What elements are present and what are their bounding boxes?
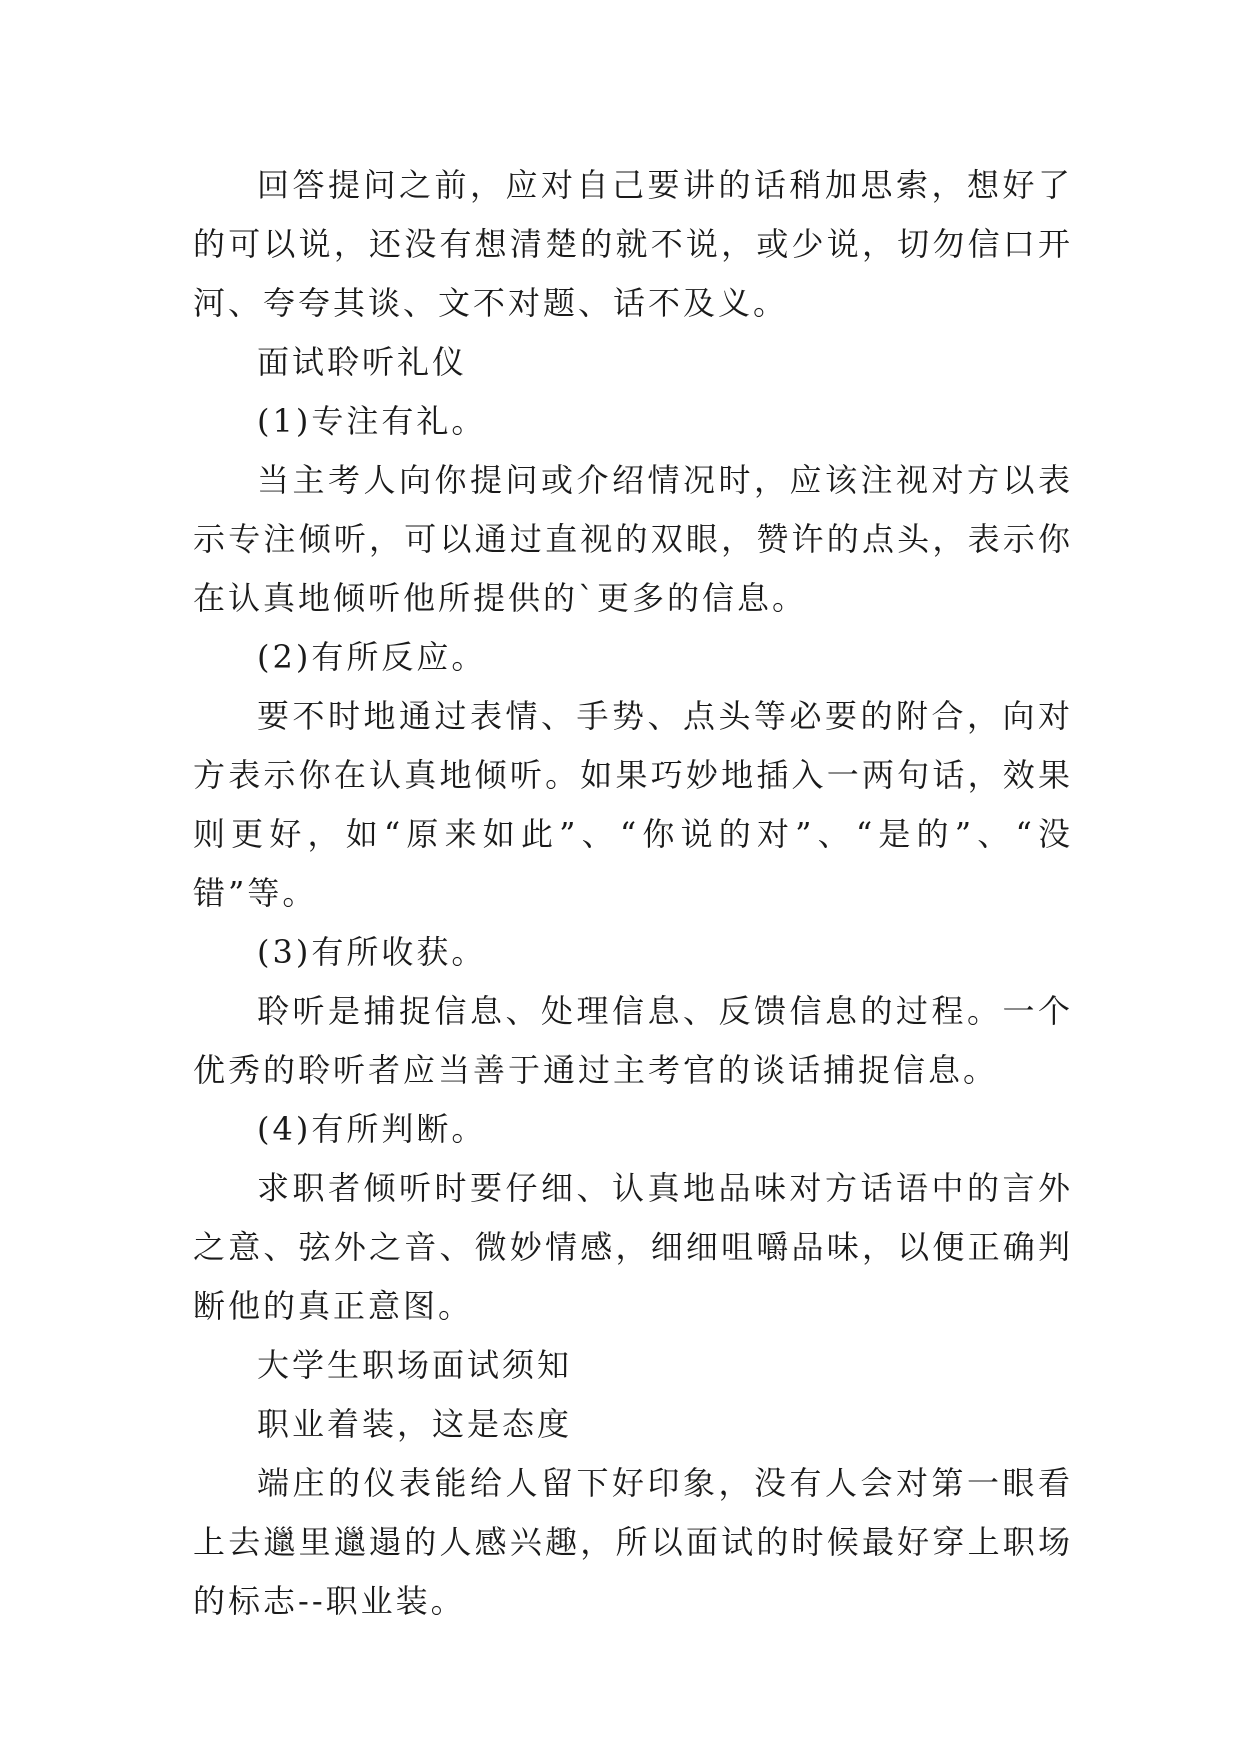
document-body [193, 156, 1073, 1631]
item-focused-polite: (1)专注有礼。 [257, 402, 487, 440]
item-respond: (2)有所反应。 [257, 638, 487, 676]
item-gain: (3)有所收获。 [257, 933, 487, 971]
paragraph-professional-attire: 端庄的仪表能给人留下好印象，没有人会对第一眼看上去邋里邋遢的人感兴趣，所以面试的时候最好穿上职场的标志--职业装。 [193, 1464, 1073, 1620]
heading-listening-etiquette: 面试聆听礼仪 [257, 343, 468, 381]
paragraph-judge: 求职者倾听时要仔细、认真地品味对方话语中的言外之意、弦外之音、微妙情感，细细咀嚼品味，以便正确判断他的真正意图。 [193, 1169, 1073, 1325]
paragraph-gain: 聆听是捕捉信息、处理信息、反馈信息的过程。一个优秀的聆听者应当善于通过主考官的谈话捕捉信息。 [193, 992, 1073, 1089]
paragraph-respond: 要不时地通过表情、手势、点头等必要的附合，向对方表示你在认真地倾听。如果巧妙地插入一两句话，效果则更好，如“原来如此”、“你说的对”、“是的”、“没错”等。 [193, 697, 1073, 912]
item-judge: (4)有所判断。 [257, 1110, 487, 1148]
paragraph-focused-listening: 当主考人向你提问或介绍情况时，应该注视对方以表示专注倾听，可以通过直视的双眼，赞许的点头，表示你在认真地倾听他所提供的`更多的信息。 [193, 461, 1073, 617]
heading-interview-tips: 大学生职场面试须知 [257, 1346, 573, 1384]
paragraph-answer-thinking: 回答提问之前，应对自己要讲的话稍加思索，想好了的可以说，还没有想清楚的就不说，或少说，切勿信口开河、夸夸其谈、文不对题、话不及义。 [193, 166, 1073, 322]
subheading-professional-attire: 职业着装，这是态度 [257, 1405, 573, 1443]
